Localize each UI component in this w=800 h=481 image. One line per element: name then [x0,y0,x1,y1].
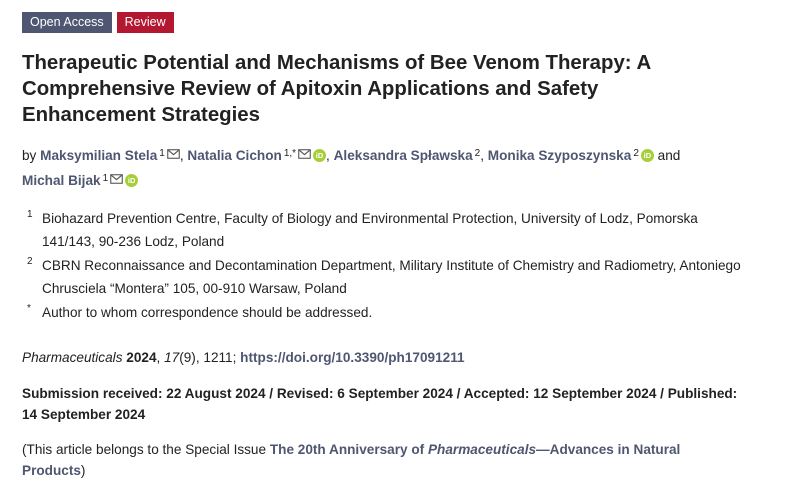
orcid-icon[interactable]: iD [125,174,138,187]
special-issue-prefix: (This article belongs to the Special Issue [22,442,270,457]
author-link-splawska[interactable]: Aleksandra Spławska [333,148,473,163]
affiliation-list [22,207,792,324]
envelope-icon[interactable] [167,143,180,166]
envelope-icon[interactable] [298,143,311,166]
affiliation-text: CBRN Reconnaissance and Decontamination Department, Military Institute of Chemistry and Radiometry, Antoniego Chrusciela “Montera” 105, 00-910 Warsaw, Poland [42,258,741,296]
affiliation-marker: 1 [27,209,33,220]
author-link-bijak[interactable]: Michal Bijak [22,173,101,188]
journal-name: Pharmaceuticals [22,350,123,365]
citation-volume: 17 [164,350,180,365]
publication-dates: Submission received: 22 August 2024 / Revised: 6 September 2024 / Accepted: 12 September 2024 / Published: 14 September 2024 [22,386,738,422]
article-header [22,12,792,481]
article-title: Therapeutic Potential and Mechanisms of Bee Venom Therapy: A Comprehensive Review of Apitoxin Applications and Safety Enhancement Strategies [22,52,651,126]
author-link-cichon[interactable]: Natalia Cichon [187,148,282,163]
author-link-stela[interactable]: Maksymilian Stela [40,148,158,163]
special-issue-suffix: ) [80,463,86,478]
affiliation-marker: * [27,303,31,314]
orcid-icon[interactable]: iD [313,149,326,162]
author-affil-sup: 1 [102,173,109,184]
author-affil-sup: 1,* [283,148,297,159]
citation-line: Pharmaceuticals 2024, 17(9), 1211; https://doi.org/10.3390/ph17091211 [22,350,465,365]
orcid-icon[interactable]: iD [641,149,654,162]
special-issue-link-part1: The 20th Anniversary of [269,442,428,457]
envelope-icon[interactable] [110,168,123,191]
doi-link[interactable]: https://doi.org/10.3390/ph17091211 [240,350,465,365]
citation-issue: (9), 1211; [179,350,241,365]
badge-row [22,12,792,33]
affiliation-text: Biohazard Prevention Centre, Faculty of Biology and Environmental Protection, University of Lodz, Pomorska 141/143, 90-236 Lodz, Poland [42,211,698,249]
open-access-badge[interactable]: Open Access [22,12,112,33]
author-list: by Maksymilian Stela $^1$ , Natalia Cichon $^{1,*}$ iD , Aleksandra Spławska $^2$, Monika Szyposzynska $^2$ iD and Michal Bijak $^1$ iD [22,142,792,192]
affiliation-marker: 2 [27,256,33,267]
special-issue-link-italic: Pharmaceuticals [427,442,537,457]
special-issue-link-part2: —Advances in Natural Products [22,442,681,478]
affiliation-item [27,254,792,300]
author-affil-sup: 2 [633,148,639,159]
and-label: and [657,148,681,163]
special-issue-note [22,439,742,481]
review-badge[interactable]: Review [117,12,174,33]
author-affil-sup: 2 [474,148,481,159]
by-label: by [22,148,37,163]
author-affil-sup: 1 [159,148,165,159]
affiliation-item [27,207,792,253]
author-link-szyposzynska[interactable]: Monika Szyposzynska [487,148,632,163]
affiliation-text: Author to whom correspondence should be addressed. [42,305,373,320]
citation-year: 2024 [126,350,157,365]
affiliation-item [27,301,792,324]
